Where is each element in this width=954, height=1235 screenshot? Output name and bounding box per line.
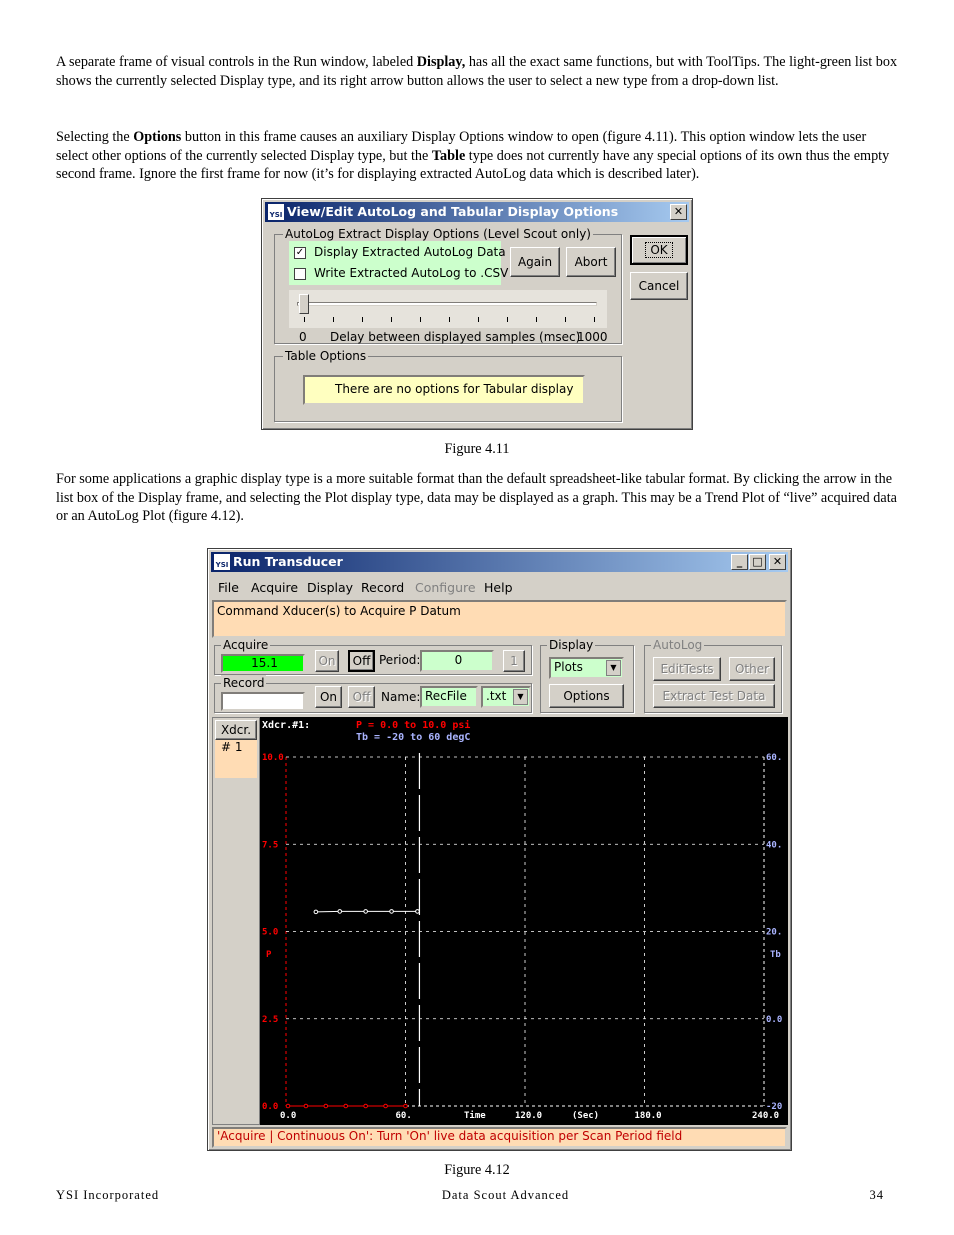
slider-tick xyxy=(449,317,450,322)
close-icon[interactable]: ✕ xyxy=(670,204,687,220)
slider-tick xyxy=(304,317,305,322)
slider-tick xyxy=(333,317,334,322)
dialog-titlebar xyxy=(265,202,689,222)
paragraph-options xyxy=(56,128,898,184)
close-icon[interactable]: ✕ xyxy=(769,554,786,570)
display-extracted-label: Display Extracted AutoLog Data xyxy=(314,245,506,259)
edit-tests-button[interactable]: EditTests xyxy=(653,657,721,681)
right-tick-label: -20 xyxy=(766,1102,783,1112)
data-point xyxy=(304,1104,308,1108)
data-point xyxy=(404,1104,408,1108)
paragraph-display-frame xyxy=(56,53,898,90)
record-off-button[interactable]: Off xyxy=(348,686,375,708)
record-name-input[interactable]: RecFile xyxy=(420,686,478,708)
dialog-title: View/Edit AutoLog and Tabular Display Options xyxy=(287,204,619,219)
right-tick-label: 40. xyxy=(766,840,783,851)
slider-track xyxy=(297,302,597,306)
x-tick-label: 180.0 xyxy=(634,1111,662,1121)
minimize-icon[interactable]: _ xyxy=(731,554,748,570)
acquire-off-button[interactable]: Off xyxy=(348,650,375,672)
footer-product: Data Scout Advanced xyxy=(441,1188,570,1202)
tooltip-status-bar: 'Acquire | Continuous On': Turn 'On' live data acquisition per Scan Period field xyxy=(212,1127,787,1148)
slider-tick xyxy=(362,317,363,322)
display-frame xyxy=(540,638,634,713)
period-input[interactable]: 0 xyxy=(420,650,494,672)
data-point xyxy=(344,1104,348,1108)
display-extracted-checkbox[interactable]: ✓ xyxy=(295,247,305,258)
figure-caption-4-12: Figure 4.12 xyxy=(444,1162,510,1178)
slider-tick xyxy=(536,317,537,322)
left-tick-label: 0.0 xyxy=(262,1102,279,1112)
table-options-message: There are no options for Tabular display xyxy=(303,375,585,405)
display-options-button[interactable]: Options xyxy=(549,684,624,708)
data-point xyxy=(364,1104,368,1108)
text-run: has all the exact same functions, but with ToolTips. The light-green list box shows the currently selected Display type, and its right arrow button allows the user to select a new type from a drop-down list. xyxy=(56,54,898,89)
right-tick-label: 0.0 xyxy=(766,1014,783,1025)
data-point xyxy=(324,1104,328,1108)
menu-configure[interactable]: Configure xyxy=(415,580,476,595)
maximize-icon[interactable]: □ xyxy=(749,554,766,570)
extension-select[interactable] xyxy=(481,686,531,708)
autolog-frame xyxy=(644,638,782,713)
menu-acquire[interactable]: Acquire xyxy=(251,580,299,595)
x-axis-label-sec: (Sec) xyxy=(572,1111,600,1121)
chevron-down-icon[interactable]: ▼ xyxy=(606,660,621,676)
ok-button[interactable] xyxy=(630,235,688,265)
left-axis-label: P xyxy=(266,950,272,960)
slider-tick xyxy=(391,317,392,322)
display-options-dialog xyxy=(261,198,693,430)
x-tick-label: 240.0 xyxy=(752,1111,780,1121)
xdcr-column-header[interactable]: Xdcr. xyxy=(215,720,257,740)
text-run: A separate frame of visual controls in the Run window, labeled xyxy=(56,54,417,70)
period-label: Period: xyxy=(379,653,421,667)
period-step-button[interactable]: 1 xyxy=(503,650,525,672)
left-tick-label: 7.5 xyxy=(262,840,279,851)
ysi-logo-icon: YSI xyxy=(214,554,230,570)
write-csv-checkbox[interactable] xyxy=(294,268,306,280)
data-point xyxy=(384,1104,388,1108)
display-frame-title: Display xyxy=(549,638,594,652)
x-axis-label-time: Time xyxy=(464,1111,486,1121)
record-value xyxy=(221,692,305,711)
xdcr-row[interactable]: # 1 xyxy=(215,740,257,778)
data-point xyxy=(390,910,394,914)
slider-tick xyxy=(594,317,595,322)
slider-tick xyxy=(478,317,479,322)
autolog-frame-title: AutoLog Extract Display Options (Level Scout only) xyxy=(285,227,591,241)
write-csv-label: Write Extracted AutoLog to .CSV xyxy=(314,266,509,280)
slider-max-label: 1000 xyxy=(577,330,608,344)
x-tick-label: 60. xyxy=(395,1111,412,1121)
left-tick-label: 5.0 xyxy=(262,927,279,938)
data-point xyxy=(338,910,342,914)
slider-thumb[interactable] xyxy=(299,294,309,314)
trend-plot-svg xyxy=(260,717,788,1125)
run-titlebar xyxy=(211,552,788,572)
chevron-down-icon[interactable]: ▼ xyxy=(513,689,528,705)
right-tick-label: 60. xyxy=(766,753,783,763)
autolog-extract-frame xyxy=(274,227,622,344)
display-type-value: Plots xyxy=(554,660,583,674)
text-run: Selecting the xyxy=(56,129,134,145)
table-options-frame xyxy=(274,349,622,422)
abort-button[interactable]: Abort xyxy=(566,247,616,277)
acquire-value: 15.1 xyxy=(221,654,305,673)
bold-term: Options xyxy=(133,129,182,145)
run-transducer-window xyxy=(207,548,792,1151)
plot-title: Xdcr.#1: xyxy=(262,720,311,731)
slider-min-label: 0 xyxy=(299,330,307,344)
data-point xyxy=(364,910,368,914)
data-point xyxy=(314,910,318,914)
x-tick-label: 120.0 xyxy=(515,1111,543,1121)
bold-term: Table xyxy=(431,147,466,164)
slider-tick xyxy=(565,317,566,322)
footer-company: YSI Incorporated xyxy=(56,1188,160,1202)
cancel-button[interactable]: Cancel xyxy=(630,272,688,300)
legend-tb: Tb = -20 to 60 degC xyxy=(356,732,471,743)
left-tick-label: 10.0 xyxy=(262,753,284,763)
paragraph-plot-display: For some applications a graphic display type is a more suitable format than the default spreadsheet-like tabular format. By clicking the arrow in the list box of the Display frame, and selecting the Plot display type, data may be displayed as a graph. This may be a Trend Plot of “live” acquired data or an AutoLog Plot (figure 4.12). xyxy=(56,471,897,525)
data-point xyxy=(286,1104,290,1108)
extract-test-data-button[interactable]: Extract Test Data xyxy=(653,684,775,708)
x-tick-label: 0.0 xyxy=(280,1111,297,1121)
legend-p: P = 0.0 to 10.0 psi xyxy=(356,720,471,731)
menu-help[interactable]: Help xyxy=(484,580,513,595)
ysi-logo-icon: YSI xyxy=(268,204,284,220)
delay-slider[interactable] xyxy=(289,290,607,328)
text-run: button in this frame causes an auxiliary Display Options window to open (figure 4.11). This option window lets the user select other options of the currently selected Display type, but the xyxy=(56,129,867,164)
acquire-frame-title: Acquire xyxy=(223,638,269,652)
data-point xyxy=(416,910,420,914)
record-on-button[interactable]: On xyxy=(315,686,342,708)
record-frame xyxy=(214,676,532,713)
table-frame-title: Table Options xyxy=(285,349,367,363)
ok-label: OK xyxy=(645,242,672,258)
slider-tick xyxy=(507,317,508,322)
bold-term: Display, xyxy=(416,54,466,70)
page-number: 34 xyxy=(869,1188,884,1202)
other-button[interactable]: Other xyxy=(729,657,775,681)
run-window-title: Run Transducer xyxy=(233,554,343,569)
right-axis-label: Tb xyxy=(770,950,781,960)
right-tick-label: 20. xyxy=(766,927,783,938)
name-label: Name: xyxy=(381,690,421,704)
text-run: type does not currently have any special options of its own thus the empty second frame. Ignore the first frame for now (it’s for displaying extracted AutoLog data which is described later). xyxy=(56,147,890,183)
menu-record[interactable]: Record xyxy=(361,580,405,595)
slider-ticks xyxy=(304,317,594,323)
display-type-select[interactable] xyxy=(549,657,624,679)
command-status-panel: Command Xducer(s) to Acquire P Datum xyxy=(212,600,787,638)
xdcr-list xyxy=(212,717,260,1125)
acquire-frame xyxy=(214,638,532,675)
left-tick-label: 2.5 xyxy=(262,1014,279,1025)
slider-label: Delay between displayed samples (msec) xyxy=(330,330,581,344)
menu-file[interactable]: File xyxy=(218,580,239,595)
slider-tick xyxy=(420,317,421,322)
figure-caption-4-11: Figure 4.11 xyxy=(444,441,510,457)
menu-display[interactable]: Display xyxy=(307,580,354,595)
trend-plot xyxy=(260,717,788,1125)
again-button[interactable]: Again xyxy=(510,247,560,277)
record-frame-title: Record xyxy=(223,676,265,690)
extension-value: .txt xyxy=(486,689,507,703)
autolog-frame-title: AutoLog xyxy=(653,638,703,652)
acquire-on-button[interactable]: On xyxy=(315,650,339,672)
